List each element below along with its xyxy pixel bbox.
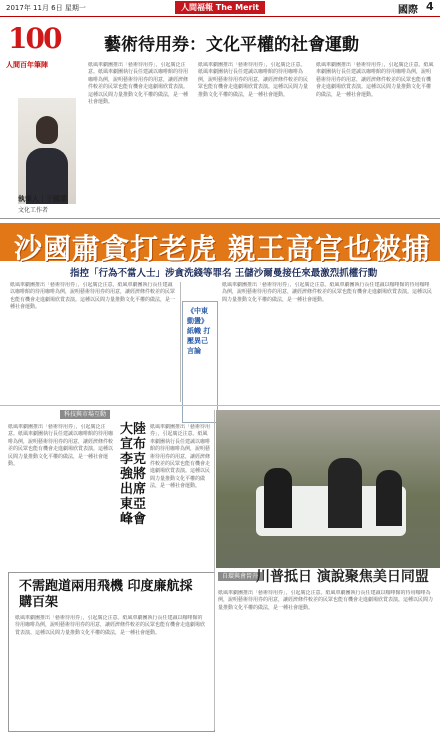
subheadline: 指控「行為不當人士」涉貪洗錢等罪名 王儲沙爾曼接任來最激烈抓權行動 — [70, 268, 378, 279]
column-body-2: 紙風車劇團推出「藝術待用券」，引起廣泛注意。紙風車劇團執行長任建誠以咖啡館的待用咖啡為例，說明藝術待用券的用意，讓經濟條件較差的民眾也能有機會走進劇場欣賞表演。這種以民間力量推動文化平權的做法，是一種社會運動。 — [198, 62, 308, 98]
trump-abe-photo — [216, 410, 440, 568]
story1-body: 紙風車劇團推出「藝術待用券」，引起廣泛注意。紙風車劇團執行長任建誠以咖啡館的待用咖啡為例，說明藝術待用券的用意，讓經濟條件較差的民眾也能有機會走進劇場欣賞表演。這種以民間力量推動文化平權的做法，是一種社會運動。 — [8, 424, 114, 468]
page-number: 4 — [426, 0, 434, 13]
column-body-3: 紙風車劇團推出「藝術待用券」，引起廣泛注意。紙風車劇團執行長任建誠以咖啡館的待用咖啡為例，說明藝術待用券的用意，讓經濟條件較差的民眾也能有機會走進劇場欣賞表演。這種以民間力量推動文化平權的做法，是一種社會運動。 — [316, 62, 434, 98]
story1-title: 大陸宣布 李克強將出席東亞峰會 — [120, 422, 147, 527]
story3-tag: 自環與會晉升 — [218, 572, 262, 581]
story3-body: 紙風車劇團推出「藝術待用券」，引起廣泛注意。紙風車劇團執行長任建誠以咖啡館的待用咖啡為例，說明藝術待用券的用意，讓經濟條件較差的民眾也能有機會走進劇場欣賞表演。這種以民間力量推動文化平權的做法，是一種社會運動。 — [218, 590, 434, 611]
logo-number: 100 — [8, 22, 61, 55]
issue-date: 2017年 11月 6日 星期一 — [6, 4, 86, 12]
column-body-1: 紙風車劇團推出「藝術待用券」，引起廣泛注意。紙風車劇團執行長任建誠以咖啡館的待用咖啡為例，說明藝術待用券的用意，讓經濟條件較差的民眾也能有機會走進劇場欣賞表演。這種以民間力量推動文化平權的做法，是一種社會運動。 — [88, 62, 189, 106]
page-header — [0, 0, 440, 25]
story3-title: 川普抵日 演說聚焦美日同盟 — [256, 569, 429, 585]
masthead: 人間福報 The Merit Times — [175, 1, 265, 14]
headline-banner — [0, 223, 440, 265]
author-bio: 文化工作者 — [18, 207, 49, 214]
saudi-body-2: 紙風車劇團推出「藝術待用券」，引起廣泛注意。紙風車劇團執行長任建誠以咖啡館的待用咖啡為例，說明藝術待用券的用意，讓經濟條件較差的民眾也能有機會走進劇場欣賞表演。這種以民間力量推動文化平權的做法，是一種社會運動。 — [222, 282, 433, 303]
story1-body-2: 紙風車劇團推出「藝術待用券」，引起廣泛注意。紙風車劇團執行長任建誠以咖啡館的待用咖啡為例，說明藝術待用券的用意，讓經濟條件較差的民眾也能有機會走進劇場欣賞表演。這種以民間力量推動文化平權的做法，是一種社會運動。 — [150, 424, 211, 490]
sidebar-label: 《中東動盪》紙幟 打壓異己言論 — [187, 307, 211, 355]
century-logo — [6, 22, 94, 74]
story2-title: 不需跑道兩用飛機 印度廉航採購百架 — [19, 579, 193, 610]
saudi-body-1: 紙風車劇團推出「藝術待用券」，引起廣泛注意。紙風車劇團執行長任建誠以咖啡館的待用咖啡為例，說明藝術待用券的用意，讓經濟條件較差的民眾也能有機會走進劇場欣賞表演。這種以民間力量推動文化平權的做法，是一種社會運動。 — [10, 282, 176, 311]
story2-box — [8, 572, 215, 732]
author-byline: 執筆人｜于國華 — [18, 195, 67, 203]
column-title: 藝術待用券：文化平權的社會運動 — [104, 35, 359, 55]
story2-body: 紙風車劇團推出「藝術待用券」，引起廣泛注意。紙風車劇團執行長任建誠以咖啡館的待用咖啡為例，說明藝術待用券的用意，讓經濟條件較差的民眾也能有機會走進劇場欣賞表演。這種以民間力量推動文化平權的做法，是一種社會運動。 — [15, 615, 206, 636]
story1-tag: 科技與市場互動 — [60, 410, 110, 419]
section-name: 國際 — [398, 5, 418, 16]
author-photo — [18, 98, 76, 204]
banner-title: 沙國肅貪打老虎 親王高官也被捕 — [14, 232, 431, 265]
logo-caption: 人間百年筆陣 — [6, 61, 48, 69]
